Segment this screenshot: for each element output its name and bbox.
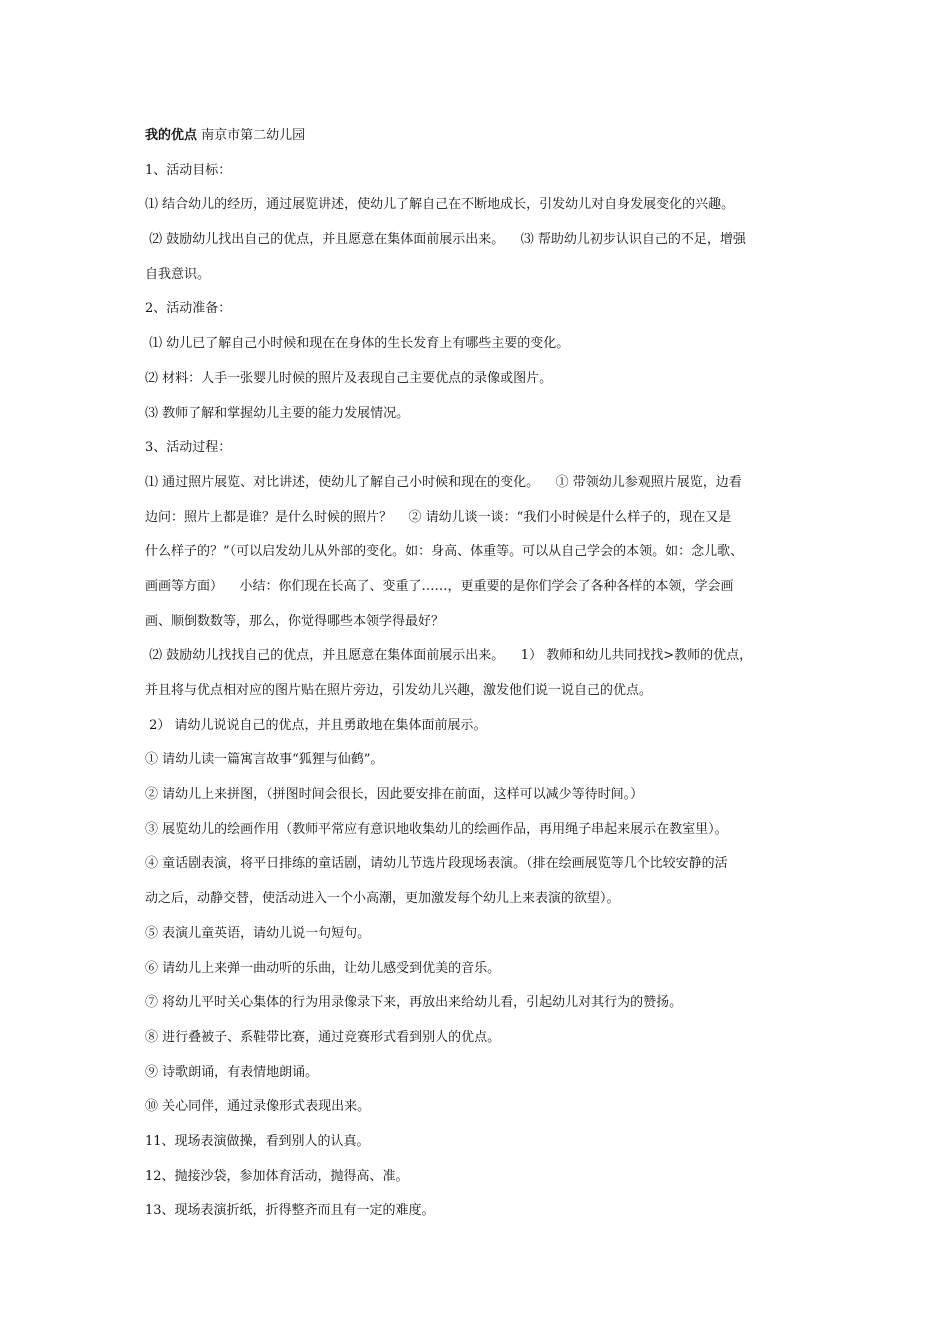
paragraph-line: 2） 请幼儿说说自己的优点，并且勇敢地在集体面前展示。 <box>145 717 487 733</box>
title-bold: 我的优点 <box>145 128 198 143</box>
list-item: ⑩ 关心同伴，通过录像形式表现出来。 <box>145 1099 371 1115</box>
list-item: ⑧ 进行叠被子、系鞋带比赛，通过竞赛形式看到别人的优点。 <box>145 1029 501 1045</box>
list-item: ⑤ 表演儿童英语，请幼儿说一句短句。 <box>145 925 371 941</box>
paragraph-line: 边问：照片上都是谁？是什么时候的照片？ ② 请幼儿谈一谈：“我们小时候是什么样子的，现在又是 <box>145 509 732 525</box>
list-item: ⑥ 请幼儿上来弹一曲动听的乐曲，让幼儿感受到优美的音乐。 <box>145 960 501 976</box>
list-item: ⑦ 将幼儿平时关心集体的行为用录像录下来，再放出来给幼儿看，引起幼儿对其行为的赞扬。 <box>145 995 683 1011</box>
list-item: 12、抛接沙袋，参加体育活动，抛得高、准。 <box>145 1168 409 1184</box>
section-heading-goals: 1、活动目标： <box>145 162 232 178</box>
document-title <box>145 124 825 159</box>
list-item: ⑨ 诗歌朗诵，有表情地朗诵。 <box>145 1064 319 1080</box>
paragraph-line: ⑴ 结合幼儿的经历，通过展览讲述，使幼儿了解自己在不断地成长，引发幼儿对自身发展变化的兴趣。 <box>145 197 735 213</box>
section-heading-preparation: 2、活动准备： <box>145 301 232 317</box>
paragraph-line: 画、顺倒数数等，那么，你觉得哪些本领学得最好？ <box>145 613 445 629</box>
list-item: ③ 展览幼儿的绘画作用（教师平常应有意识地收集幼儿的绘画作品，再用绳子串起来展示在教室里）。 <box>145 821 728 837</box>
paragraph-line: 什么样子的？”（可以启发幼儿从外部的变化。如：身高、体重等。可以从自己学会的本领。如：念儿歌、 <box>145 544 744 560</box>
paragraph-line: ⑵ 鼓励幼儿找找自己的优点，并且愿意在集体面前展示出来。 1） 教师和幼儿共同找找>教师的优点， <box>145 648 753 664</box>
paragraph-line: ⑶ 教师了解和掌握幼儿主要的能力发展情况。 <box>145 405 410 421</box>
paragraph-line: 自我意识。 <box>145 266 211 282</box>
list-item: ① 请幼儿读一篇寓言故事“狐狸与仙鹤”。 <box>145 752 384 768</box>
list-item: 11、现场表演做操，看到别人的认真。 <box>145 1133 370 1149</box>
paragraph-line: ⑴ 通过照片展览、对比讲述，使幼儿了解自己小时候和现在的变化。 ① 带领幼儿参观照片展览，边看 <box>145 474 742 490</box>
list-item: ④ 童话剧表演，将平日排练的童话剧，请幼儿节选片段现场表演。（排在绘画展览等几个比较安静的活 <box>145 856 728 872</box>
paragraph-line: 并且将与优点相对应的图片贴在照片旁边，引发幼儿兴趣，激发他们说一说自己的优点。 <box>145 683 653 698</box>
title-author: 南京市第二幼儿园 <box>197 128 306 143</box>
document-body <box>145 124 825 1234</box>
list-item-continuation: 动之后，动静交替，使活动进入一个小高潮，更加激发每个幼儿上来表演的欲望）。 <box>145 891 620 907</box>
paragraph-line: ⑵ 鼓励幼儿找出自己的优点，并且愿意在集体面前展示出来。 ⑶ 帮助幼儿初步认识自己的不足，增强 <box>145 232 746 248</box>
list-item: ② 请幼儿上来拼图，（拼图时间会很长，因此要安排在前面，这样可以减少等待时间。） <box>145 787 644 803</box>
paragraph-line: 画画等方面） 小结：你们现在长高了、变重了……，更重要的是你们学会了各种各样的本领，学会画 <box>145 578 734 594</box>
list-item: 13、现场表演折纸，折得整齐而且有一定的难度。 <box>145 1203 435 1219</box>
section-heading-process: 3、活动过程： <box>145 440 232 456</box>
paragraph-line: ⑴ 幼儿已了解自己小时候和现在在身体的生长发育上有哪些主要的变化。 <box>145 336 570 352</box>
paragraph-line: ⑵ 材料：人手一张婴儿时候的照片及表现自己主要优点的录像或图片。 <box>145 370 553 386</box>
